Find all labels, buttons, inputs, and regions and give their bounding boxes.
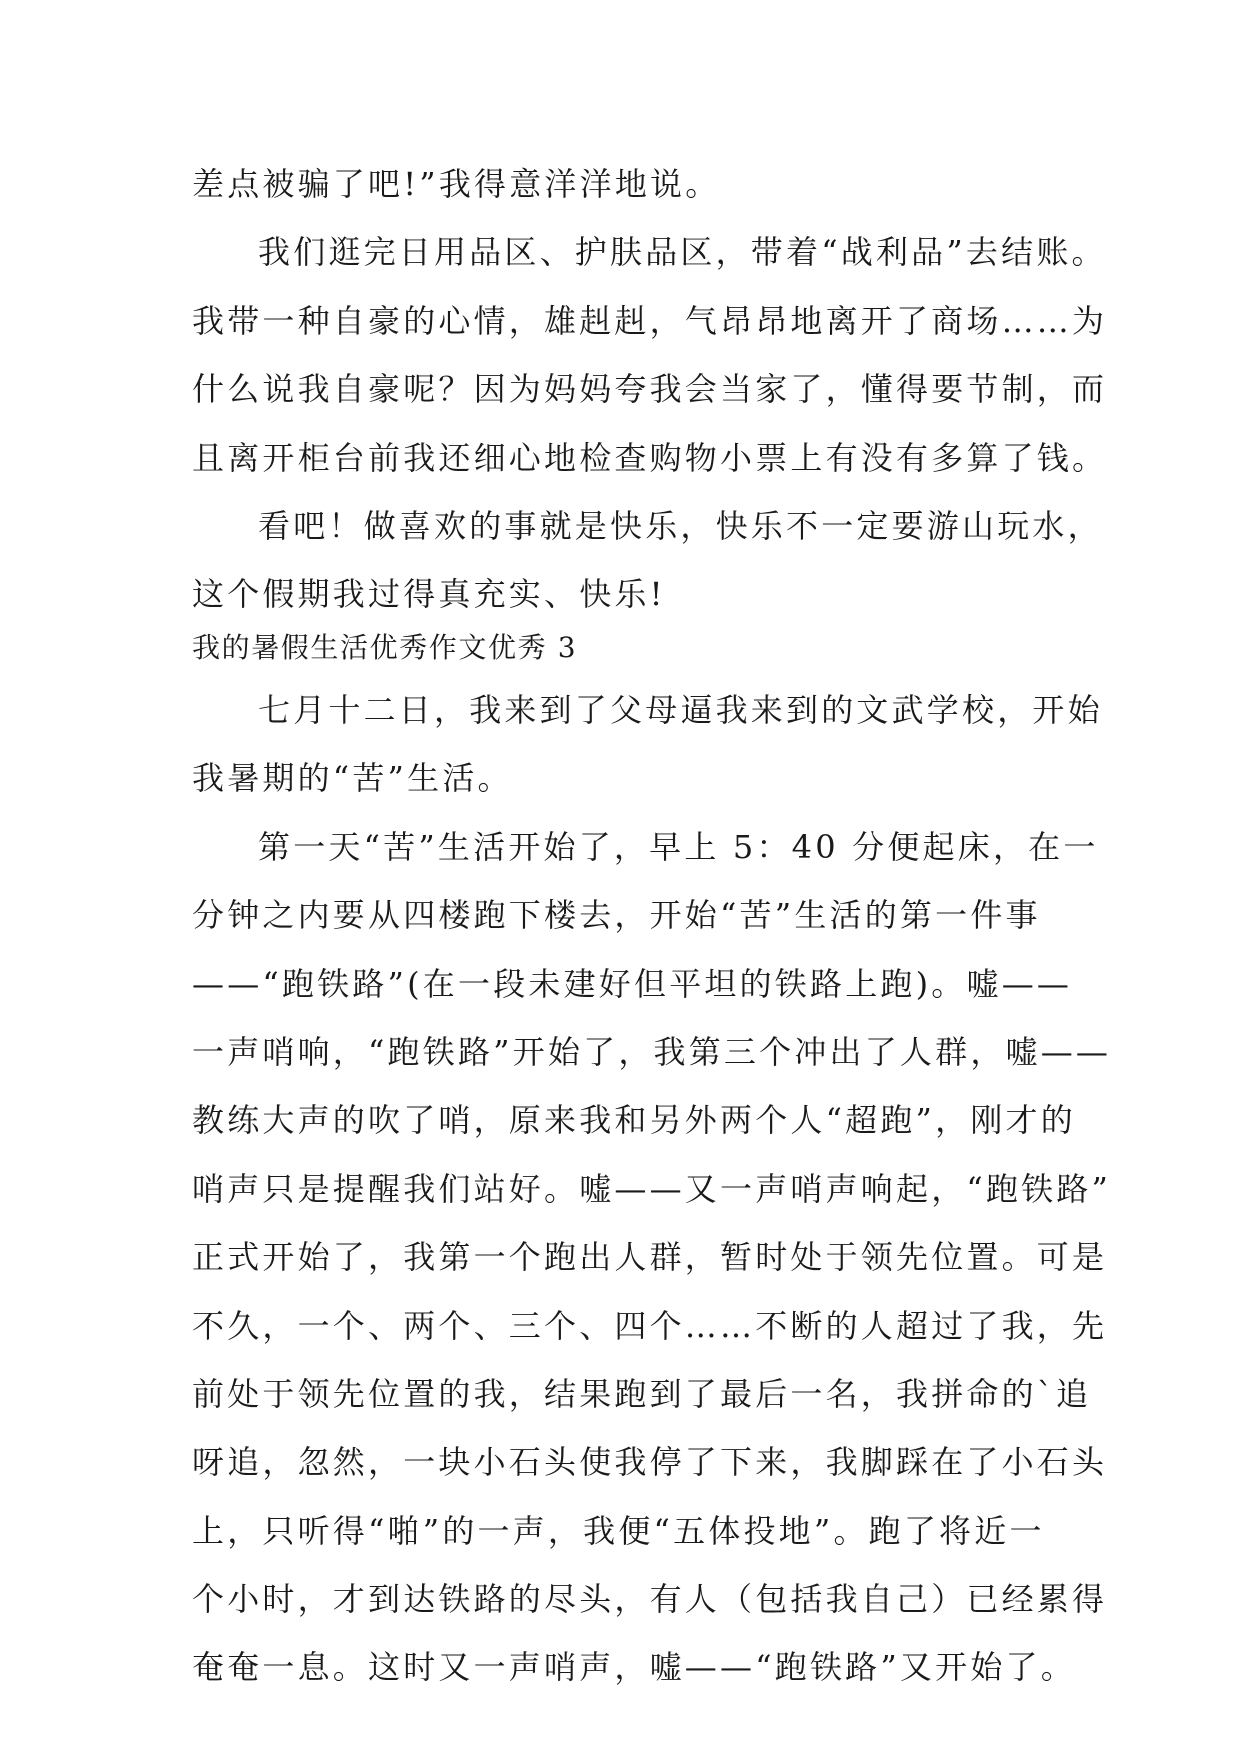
- text-line: 看吧！做喜欢的事就是快乐，快乐不一定要游山玩水，: [258, 506, 1103, 545]
- text-line: 差点被骗了吧!”我得意洋洋地说。: [192, 165, 721, 203]
- paragraph-block-1: [192, 150, 1108, 629]
- text-line: 呀追，忽然，一块小石头使我停了下来，我脚踩在了小石头: [192, 1443, 1108, 1482]
- text-line: 个小时，才到达铁路的尽头，有人（包括我自己）已经累得: [192, 1580, 1108, 1619]
- text-line: 正式开始了，我第一个跑出人群，暂时处于领先位置。可是: [192, 1238, 1108, 1277]
- text-line: 什么说我自豪呢？因为妈妈夸我会当家了，懂得要节制，而: [192, 370, 1108, 409]
- text-line: 七月十二日，我来到了父母逼我来到的文武学校，开始: [258, 691, 1103, 729]
- text-line: 前处于领先位置的我，结果跑到了最后一名，我拼命的`追: [192, 1374, 1092, 1413]
- section-title: 我的暑假生活优秀作文优秀 3: [192, 631, 578, 664]
- text-line: 教练大声的吹了哨，原来我和另外两个人“超跑”，刚才的: [192, 1101, 1076, 1140]
- section-title-block: [192, 628, 1072, 668]
- text-line: ——“跑铁路”(在一段未建好但平坦的铁路上跑)。嘘——: [192, 964, 1073, 1003]
- text-line: 哨声只是提醒我们站好。嘘——又一声哨声响起，“跑铁路”: [192, 1169, 1112, 1208]
- text-line: 分钟之内要从四楼跑下楼去，开始“苦”生活的第一件事: [192, 896, 1041, 935]
- text-line: 我带一种自豪的心情，雄赳赳，气昂昂地离开了商场……为: [192, 301, 1108, 340]
- text-line: 奄奄一息。这时又一声哨声，嘘——“跑铁路”又开始了。: [192, 1648, 1076, 1687]
- text-line: 上，只听得“啪”的一声，我便“五体投地”。跑了将近一: [192, 1511, 1045, 1550]
- text-line: 我们逛完日用品区、护肤品区，带着“战利品”去结账。: [258, 233, 1107, 272]
- paragraph-block-2: [192, 676, 1112, 1702]
- text-line: 且离开柜台前我还细心地检查购物小票上有没有多算了钱。: [192, 438, 1108, 477]
- text-line: 第一天“苦”生活开始了，早上 5：40 分便起床，在一: [258, 827, 1099, 866]
- text-line: 我暑期的“苦”生活。: [192, 759, 513, 798]
- text-line: 这个假期我过得真充实、快乐!: [192, 575, 666, 614]
- text-line: 一声哨响，“跑铁路”开始了，我第三个冲出了人群，嘘——: [192, 1032, 1112, 1071]
- text-line: 不久，一个、两个、三个、四个……不断的人超过了我，先: [192, 1306, 1108, 1345]
